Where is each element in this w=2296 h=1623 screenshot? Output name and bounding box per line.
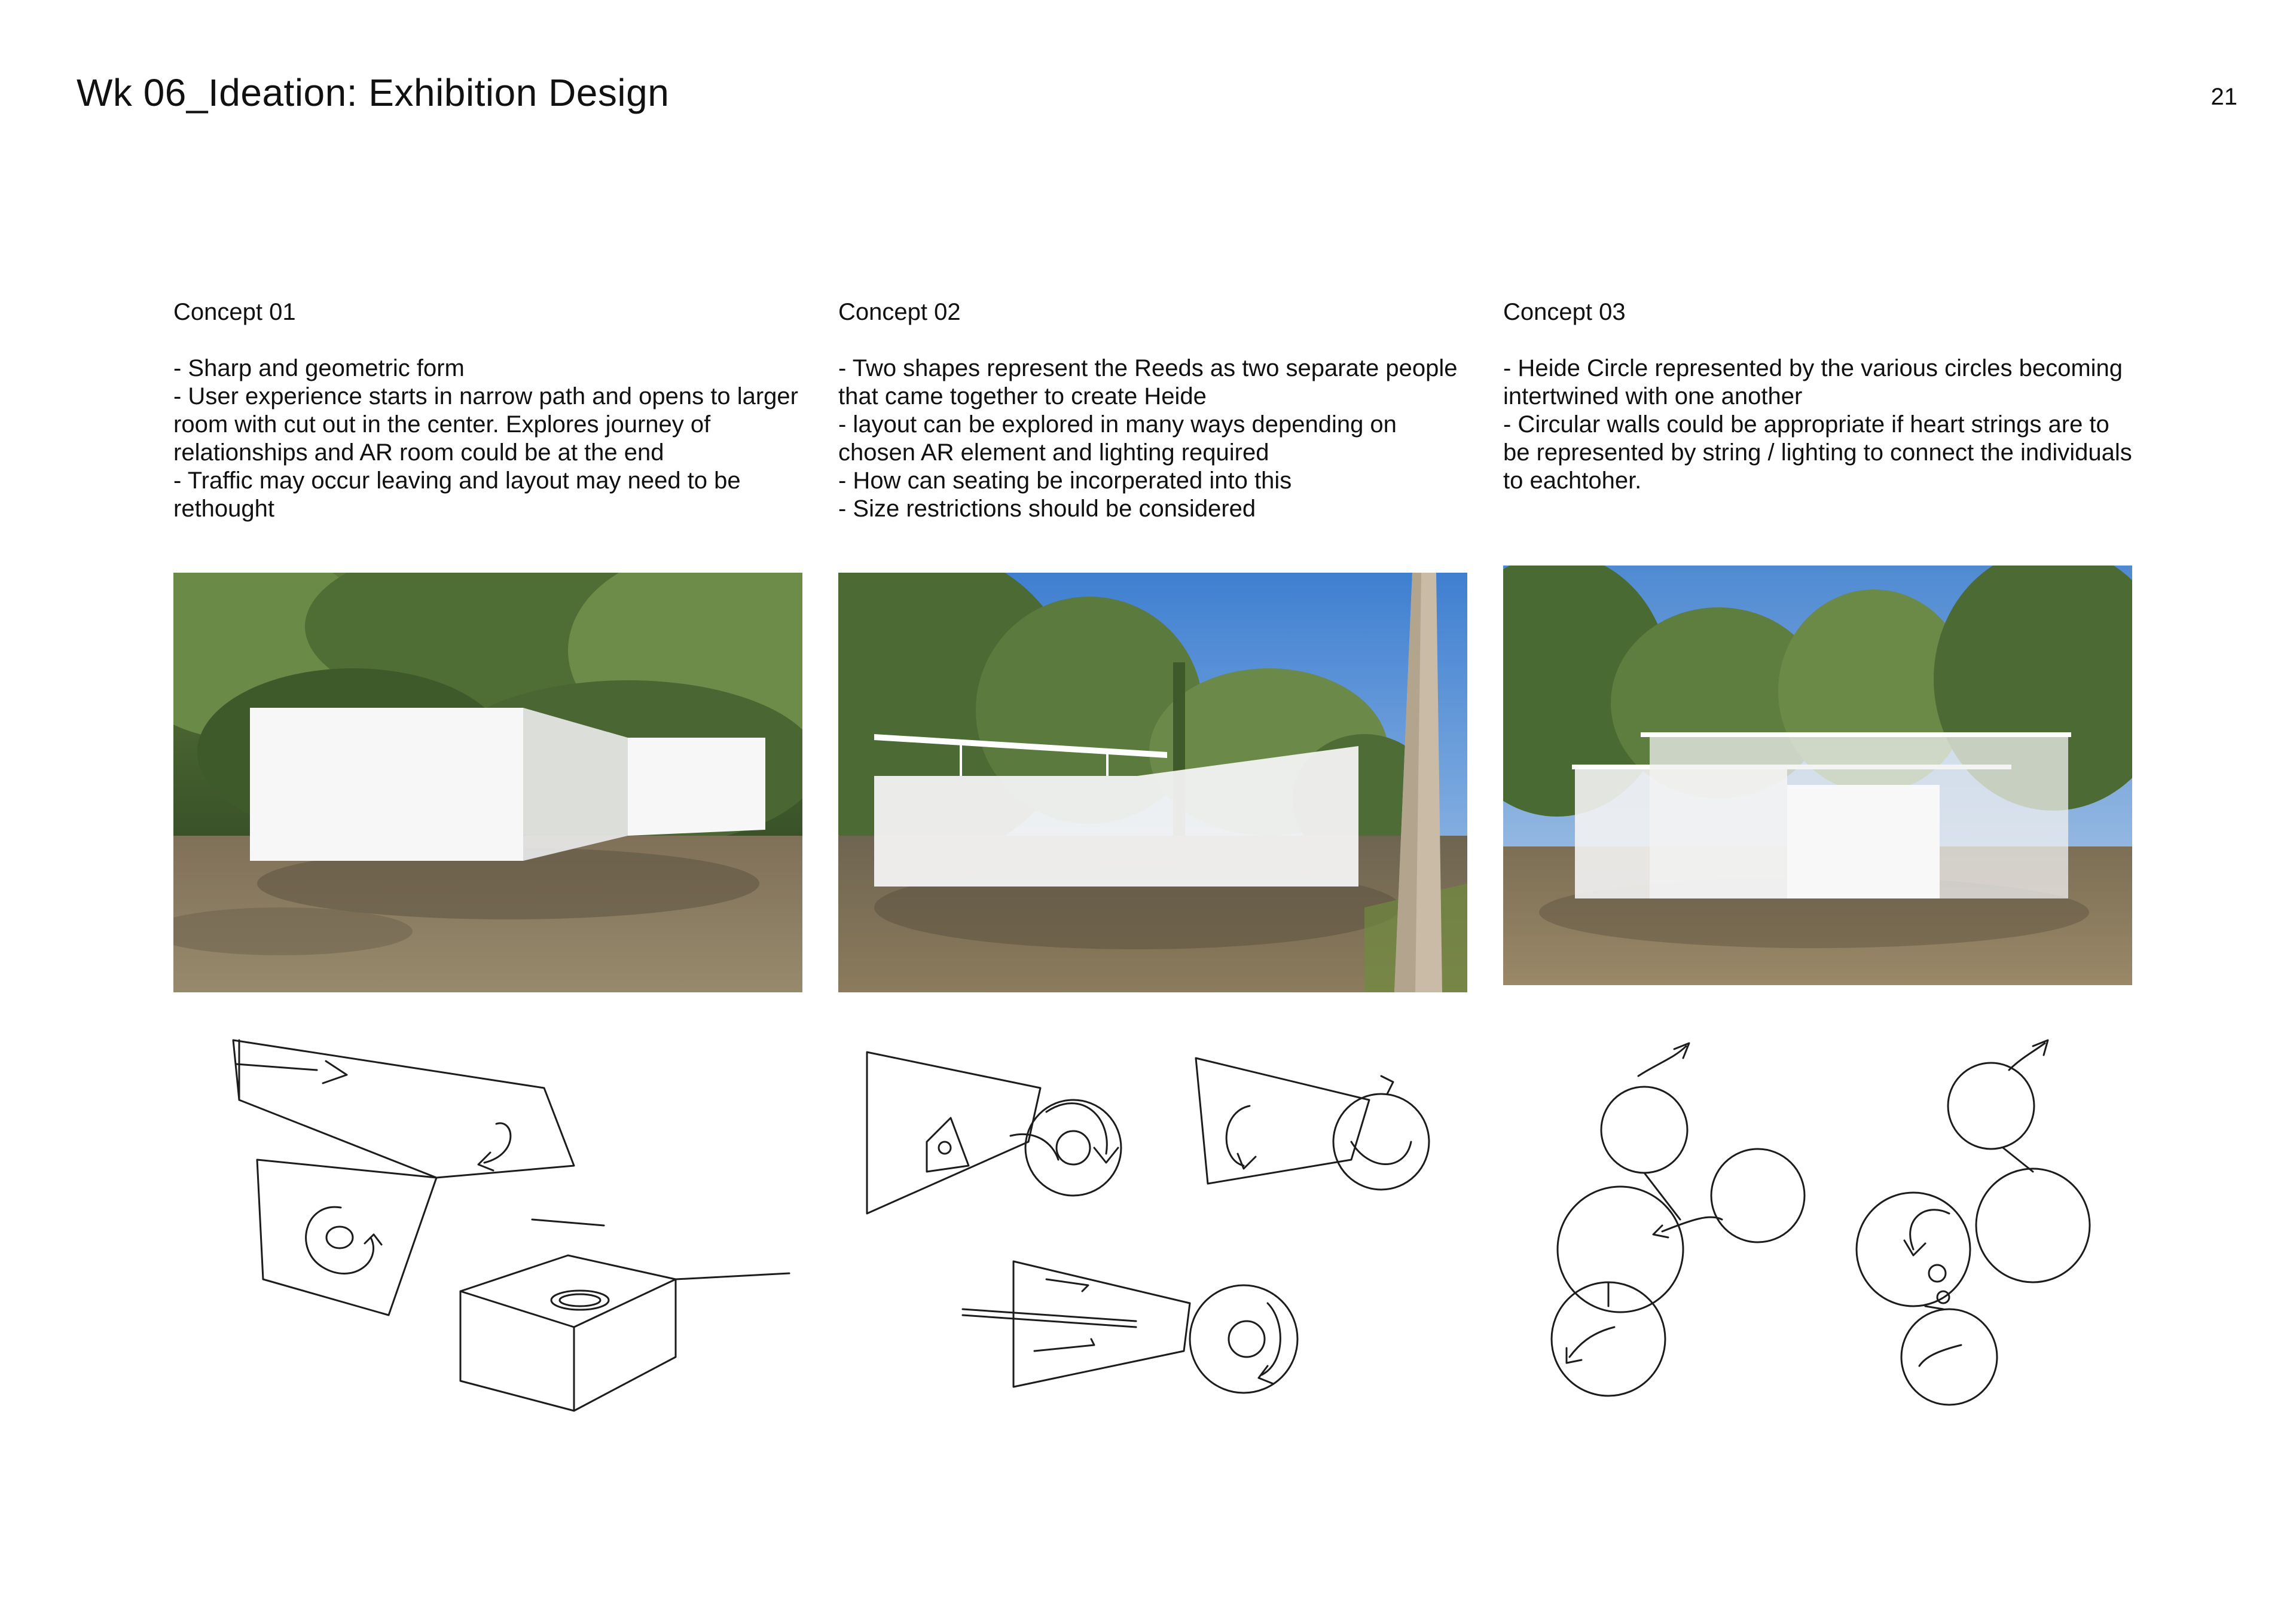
concept-03-heading: Concept 03: [1503, 299, 1626, 325]
concept-01-line: - Sharp and geometric form: [173, 355, 465, 381]
concept-02-text: [838, 299, 1472, 523]
page-number: 21: [2210, 84, 2237, 110]
concept-02-line: - Two shapes represent the Reeds as two separate people that came together to create Heide: [838, 355, 1458, 409]
page-title: Wk 06_Ideation: Exhibition Design: [77, 71, 670, 114]
concept-03-text: [1503, 299, 2137, 495]
concept-01-photo: [173, 573, 802, 992]
concept-01-line: - Traffic may occur leaving and layout may need to be rethought: [173, 467, 741, 522]
concept-01-heading: Concept 01: [173, 299, 296, 325]
concept-01-line: - User experience starts in narrow path and opens to larger room with cut out in the center. Explores journey of relationships and AR room could be at the end: [173, 383, 798, 466]
concept-01-sketch: [221, 1028, 807, 1459]
concept-02-line: - layout can be explored in many ways depending on chosen AR element and lighting required: [838, 411, 1397, 466]
concept-01-text: [173, 299, 807, 523]
concept-03-photo: [1503, 566, 2132, 985]
concept-03-sketch: [1531, 1022, 2129, 1417]
concept-02-heading: Concept 02: [838, 299, 961, 325]
concept-02-line: - Size restrictions should be considered: [838, 496, 1256, 522]
concept-02-line: - How can seating be incorperated into this: [838, 467, 1292, 494]
concept-03-line: - Heide Circle represented by the various circles becoming intertwined with one another: [1503, 355, 2123, 409]
concept-02-sketch: [855, 1040, 1465, 1411]
concept-02-photo: [838, 573, 1467, 992]
concept-03-line: - Circular walls could be appropriate if heart strings are to be represented by string / lighting to connect the individuals to eachtoher.: [1503, 411, 2132, 494]
